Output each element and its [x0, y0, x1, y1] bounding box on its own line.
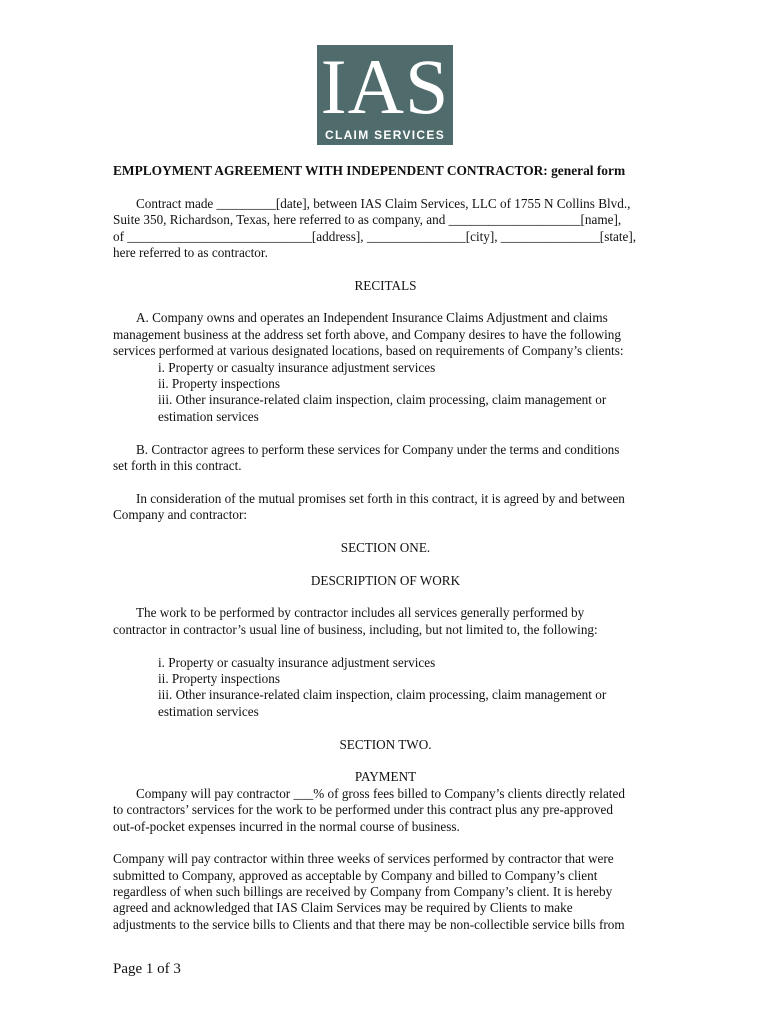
work-text-line: contractor in contractor’s usual line of business, including, but not limited to, the following: — [113, 622, 598, 637]
service-item: i. Property or casualty insurance adjustment services — [158, 655, 436, 670]
service-item: i. Property or casualty insurance adjustment services — [158, 360, 436, 375]
intro-line: here referred to as contractor. — [113, 245, 268, 260]
payment-text-line: Company will pay contractor ___% of gross fees billed to Company’s clients directly related — [136, 786, 625, 801]
intro-line: Contract made _________[date], between IAS Claim Services, LLC of 1755 N Collins Blvd., — [136, 196, 631, 211]
description-heading: DESCRIPTION OF WORK — [310, 573, 461, 588]
payment-text-2-line: regardless of when such billings are received by Company from Company’s client. It is hereby — [113, 884, 613, 899]
service-item: ii. Property inspections — [158, 671, 280, 686]
intro-line: Suite 350, Richardson, Texas, here referred to as company, and ____________________[name], — [113, 212, 622, 227]
recital-a-line: management business at the address set forth above, and Company desires to have the following — [113, 327, 621, 342]
work-text-line: The work to be performed by contractor includes all services generally performed by — [136, 605, 585, 620]
payment-text-2-line: agreed and acknowledged that IAS Claim Services may be required by Clients to make — [113, 900, 573, 915]
service-item: iii. Other insurance-related claim inspection, claim processing, claim management or — [158, 687, 607, 702]
document-title: EMPLOYMENT AGREEMENT WITH INDEPENDENT CONTRACTOR: general form — [113, 163, 626, 178]
service-item: estimation services — [158, 704, 259, 719]
payment-text-2-line: submitted to Company, approved as acceptable by Company and billed to Company’s client — [113, 868, 598, 883]
consideration-line: In consideration of the mutual promises set forth in this contract, it is agreed by and between — [136, 491, 625, 506]
recitals-heading: RECITALS — [354, 278, 417, 293]
payment-text-line: out-of-pocket expenses incurred in the normal course of business. — [113, 819, 460, 834]
section-one-heading: SECTION ONE. — [340, 540, 431, 555]
payment-text-line: to contractors’ services for the work to be performed under this contract plus any pre-approved — [113, 802, 613, 817]
service-item: iii. Other insurance-related claim inspection, claim processing, claim management or — [158, 392, 607, 407]
section-two-heading: SECTION TWO. — [339, 737, 432, 752]
recital-a-line: A. Company owns and operates an Independent Insurance Claims Adjustment and claims — [136, 310, 608, 325]
company-logo — [317, 45, 453, 145]
service-item: estimation services — [158, 409, 259, 424]
logo-mark: IAS — [320, 43, 450, 130]
payment-heading: PAYMENT — [354, 769, 417, 784]
intro-line: of ____________________________[address], _______________[city], _______________[state], — [113, 229, 637, 244]
page-number: Page 1 of 3 — [113, 961, 181, 977]
recital-b-line: set forth in this contract. — [113, 458, 242, 473]
recital-b-line: B. Contractor agrees to perform these services for Company under the terms and conditions — [136, 442, 620, 457]
logo-subtitle: CLAIM SERVICES — [325, 128, 445, 142]
payment-text-2-line: Company will pay contractor within three weeks of services performed by contractor that were — [113, 851, 614, 866]
recital-a-line: services performed at various designated locations, based on requirements of Company’s clients: — [113, 343, 624, 358]
payment-text-2-line: adjustments to the service bills to Clients and that there may be non-collectible service bills from — [113, 917, 625, 932]
service-item: ii. Property inspections — [158, 376, 280, 391]
consideration-line: Company and contractor: — [113, 507, 248, 522]
